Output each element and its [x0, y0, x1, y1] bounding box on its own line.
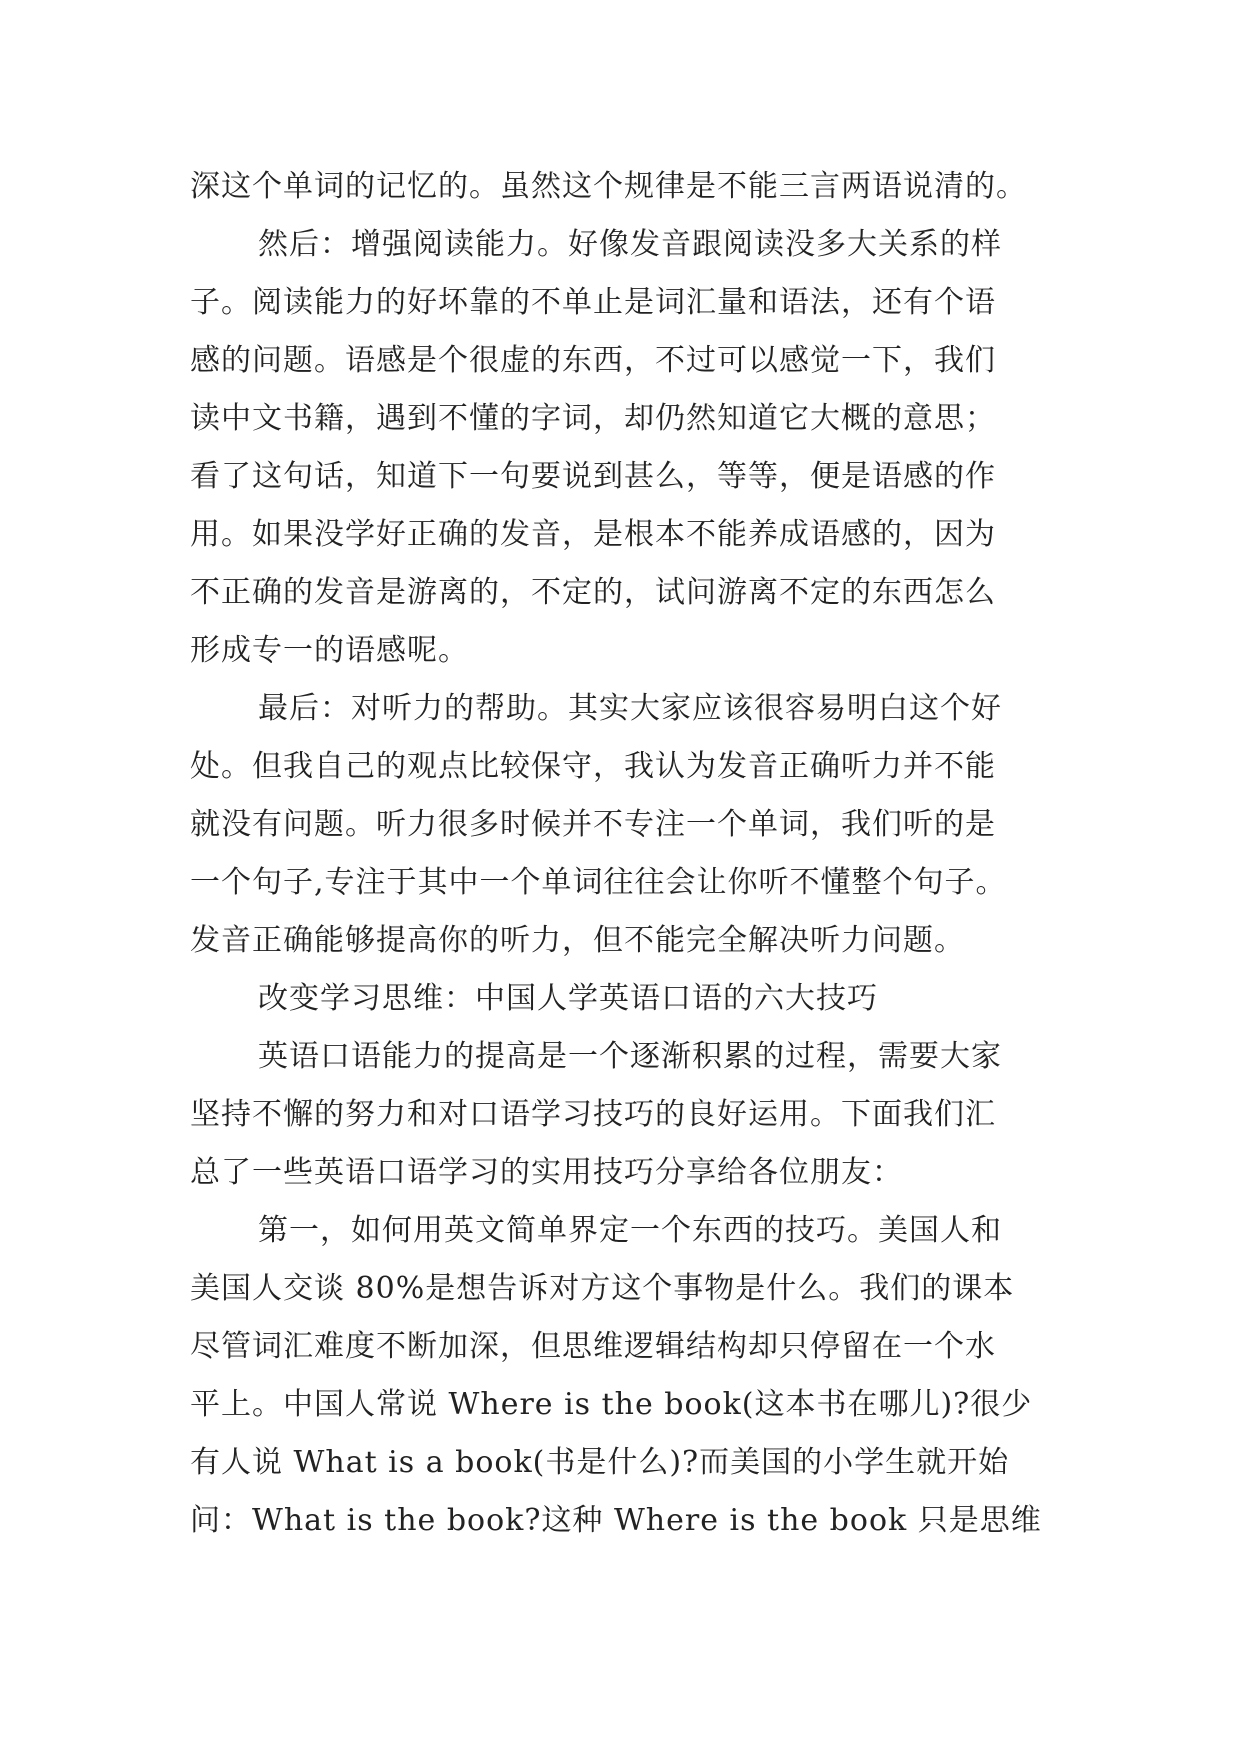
text-line: 最后：对听力的帮助。其实大家应该很容易明白这个好 [258, 691, 1002, 726]
text-line: 就没有问题。听力很多时候并不专注一个单词，我们听的是 [190, 807, 996, 842]
text-line: 不正确的发音是游离的，不定的，试问游离不定的东西怎么 [190, 575, 996, 610]
text-line: 形成专一的语感呢。 [190, 633, 469, 668]
text-line: 美国人交谈 80%是想告诉对方这个事物是什么。我们的课本 [190, 1271, 1015, 1306]
text-line: 发音正确能够提高你的听力，但不能完全解决听力问题。 [190, 923, 965, 958]
text-line: 坚持不懈的努力和对口语学习技巧的良好运用。下面我们汇 [190, 1097, 996, 1132]
text-line: 子。阅读能力的好坏靠的不单止是词汇量和语法，还有个语 [190, 285, 996, 320]
text-line: 看了这句话，知道下一句要说到甚么，等等，便是语感的作 [190, 459, 996, 494]
text-line: 问：What is the book?这种 Where is the book 只是思维 [190, 1503, 1042, 1538]
text-line: 尽管词汇难度不断加深，但思维逻辑结构却只停留在一个水 [190, 1329, 996, 1364]
text-line: 处。但我自己的观点比较保守，我认为发音正确听力并不能 [190, 749, 996, 784]
text-line: 深这个单词的记忆的。虽然这个规律是不能三言两语说清的。 [190, 169, 1027, 204]
text-line: 用。如果没学好正确的发音，是根本不能养成语感的，因为 [190, 517, 996, 552]
text-line: 有人说 What is a book(书是什么)?而美国的小学生就开始 [190, 1445, 1010, 1480]
text-line: 读中文书籍，遇到不懂的字词，却仍然知道它大概的意思； [190, 401, 996, 436]
text-line: 一个句子,专注于其中一个单词往往会让你听不懂整个句子。 [190, 865, 1007, 900]
body-text [190, 158, 1090, 1550]
text-line: 平上。中国人常说 Where is the book(这本书在哪儿)?很少 [190, 1387, 1033, 1422]
text-line: 第一，如何用英文简单界定一个东西的技巧。美国人和 [258, 1213, 1002, 1248]
text-line: 感的问题。语感是个很虚的东西，不过可以感觉一下，我们 [190, 343, 996, 378]
text-line: 改变学习思维：中国人学英语口语的六大技巧 [258, 981, 878, 1016]
text-line: 然后：增强阅读能力。好像发音跟阅读没多大关系的样 [258, 227, 1002, 262]
text-line: 英语口语能力的提高是一个逐渐积累的过程，需要大家 [258, 1039, 1002, 1074]
text-line: 总了一些英语口语学习的实用技巧分享给各位朋友： [190, 1155, 903, 1190]
